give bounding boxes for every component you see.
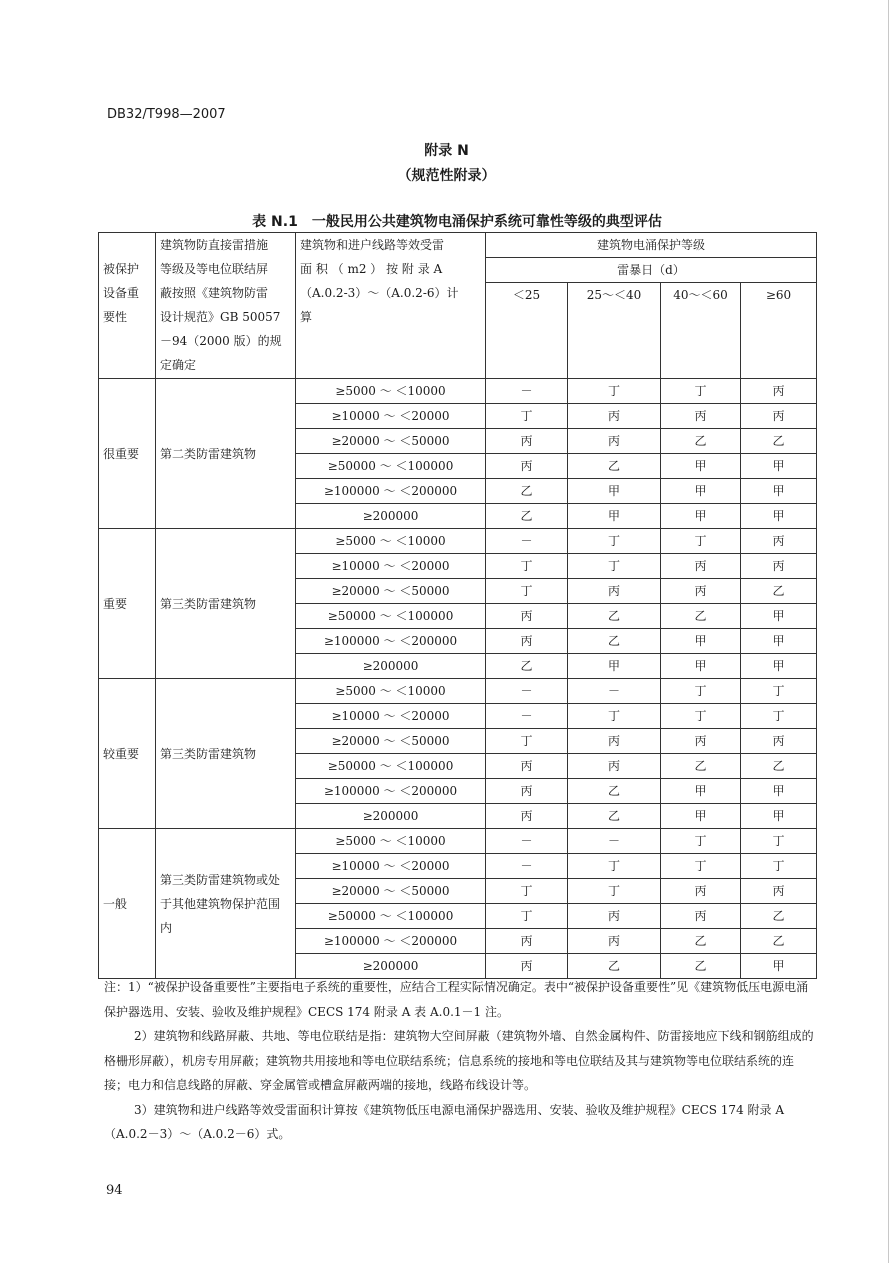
- level-cell: 甲: [741, 804, 817, 829]
- area-cell: ≥5000 ～ ＜10000: [296, 379, 486, 404]
- page-edge-line: [888, 0, 889, 1263]
- table-caption: 表 N.1 一般民用公共建筑物电涌保护系统可靠性等级的典型评估: [252, 214, 662, 230]
- evaluation-table: [98, 232, 817, 979]
- area-cell: ≥50000 ～ ＜100000: [296, 454, 486, 479]
- appendix-title: 附录 N: [424, 143, 469, 159]
- header-days-40-60: 40～＜60: [661, 283, 741, 379]
- level-cell: 甲: [741, 779, 817, 804]
- level-cell: 丁: [661, 379, 741, 404]
- level-cell: －: [486, 829, 568, 854]
- header-thunder-days: 雷暴日（d）: [486, 258, 817, 283]
- level-cell: 丙: [486, 929, 568, 954]
- level-cell: 丙: [568, 429, 661, 454]
- level-cell: －: [568, 829, 661, 854]
- level-cell: 甲: [568, 654, 661, 679]
- header-importance: 被保护 设备重 要性: [99, 233, 156, 379]
- level-cell: 乙: [741, 754, 817, 779]
- level-cell: 丁: [486, 579, 568, 604]
- level-cell: 乙: [741, 429, 817, 454]
- level-cell: 丁: [486, 904, 568, 929]
- appendix-subtitle: （规范性附录）: [397, 168, 496, 184]
- measure-cell: 第二类防雷建筑物: [156, 379, 296, 529]
- level-cell: 丙: [661, 904, 741, 929]
- measure-cell: 第三类防雷建筑物: [156, 529, 296, 679]
- level-cell: 甲: [661, 654, 741, 679]
- level-cell: 丁: [661, 704, 741, 729]
- header-protection-level: 建筑物电涌保护等级: [486, 233, 817, 258]
- level-cell: 甲: [568, 479, 661, 504]
- level-cell: 丁: [486, 554, 568, 579]
- level-cell: 丙: [661, 729, 741, 754]
- level-cell: 丁: [486, 879, 568, 904]
- level-cell: 甲: [741, 954, 817, 979]
- level-cell: 乙: [568, 954, 661, 979]
- level-cell: 丁: [661, 679, 741, 704]
- table-row: [99, 829, 817, 854]
- area-cell: ≥10000 ～ ＜20000: [296, 854, 486, 879]
- level-cell: 丁: [486, 404, 568, 429]
- level-cell: －: [486, 379, 568, 404]
- level-cell: 丁: [741, 704, 817, 729]
- level-cell: 丁: [568, 879, 661, 904]
- level-cell: 甲: [568, 504, 661, 529]
- area-cell: ≥10000 ～ ＜20000: [296, 704, 486, 729]
- level-cell: 甲: [741, 504, 817, 529]
- area-cell: ≥50000 ～ ＜100000: [296, 604, 486, 629]
- level-cell: 丙: [741, 729, 817, 754]
- level-cell: 丁: [568, 554, 661, 579]
- level-cell: 丙: [568, 929, 661, 954]
- level-cell: 乙: [486, 654, 568, 679]
- area-cell: ≥20000 ～ ＜50000: [296, 729, 486, 754]
- level-cell: 丁: [568, 379, 661, 404]
- header-measure: 建筑物防直接雷措施 等级及等电位联结屏 蔽按照《建筑物防雷 设计规范》GB 50057 －94（2000 版）的规 定确定: [156, 233, 296, 379]
- level-cell: 丁: [486, 729, 568, 754]
- level-cell: 丙: [741, 379, 817, 404]
- header-days-25-40: 25～＜40: [568, 283, 661, 379]
- level-cell: 丙: [568, 904, 661, 929]
- measure-cell: 第三类防雷建筑物或处于其他建筑物保护范围内: [156, 829, 296, 979]
- level-cell: 甲: [661, 504, 741, 529]
- level-cell: 丙: [741, 879, 817, 904]
- level-cell: 甲: [741, 654, 817, 679]
- level-cell: 乙: [741, 929, 817, 954]
- area-cell: ≥5000 ～ ＜10000: [296, 529, 486, 554]
- level-cell: 丙: [486, 804, 568, 829]
- note-1: 注：1）“被保护设备重要性”主要指电子系统的重要性，应结合工程实际情况确定。表中“被保护设备重要性”见《建筑物低压电源电涌保护器选用、安装、验收及维护规程》CECS 174 附录 A 表 A.0.1－1 注。: [104, 980, 809, 1019]
- level-cell: 丙: [568, 404, 661, 429]
- area-cell: ≥100000 ～ ＜200000: [296, 629, 486, 654]
- level-cell: －: [486, 854, 568, 879]
- area-cell: ≥50000 ～ ＜100000: [296, 754, 486, 779]
- level-cell: 丁: [741, 679, 817, 704]
- level-cell: 丙: [486, 429, 568, 454]
- level-cell: 丙: [486, 954, 568, 979]
- level-cell: 丙: [486, 779, 568, 804]
- importance-cell: 较重要: [99, 679, 156, 829]
- area-cell: ≥10000 ～ ＜20000: [296, 554, 486, 579]
- level-cell: 乙: [661, 754, 741, 779]
- level-cell: 丁: [741, 854, 817, 879]
- level-cell: 乙: [741, 904, 817, 929]
- area-cell: ≥100000 ～ ＜200000: [296, 779, 486, 804]
- level-cell: 乙: [486, 479, 568, 504]
- level-cell: －: [486, 679, 568, 704]
- level-cell: 丙: [486, 754, 568, 779]
- level-cell: 丙: [741, 404, 817, 429]
- level-cell: 甲: [661, 454, 741, 479]
- level-cell: 丁: [661, 854, 741, 879]
- level-cell: 甲: [661, 779, 741, 804]
- measure-cell: 第三类防雷建筑物: [156, 679, 296, 829]
- level-cell: 丁: [568, 854, 661, 879]
- level-cell: －: [568, 679, 661, 704]
- level-cell: 甲: [661, 479, 741, 504]
- level-cell: 丙: [661, 404, 741, 429]
- importance-cell: 重要: [99, 529, 156, 679]
- area-cell: ≥20000 ～ ＜50000: [296, 579, 486, 604]
- level-cell: 丙: [661, 554, 741, 579]
- level-cell: 乙: [661, 929, 741, 954]
- level-cell: 丁: [661, 829, 741, 854]
- level-cell: 丙: [486, 629, 568, 654]
- header-area: 建筑物和进户线路等效受雷 面 积 （ m2 ） 按 附 录 A （A.0.2-3）～（A.0.2-6）计 算: [296, 233, 486, 379]
- area-cell: ≥200000: [296, 954, 486, 979]
- level-cell: 丙: [741, 554, 817, 579]
- area-cell: ≥100000 ～ ＜200000: [296, 929, 486, 954]
- page-number: 94: [106, 1183, 123, 1198]
- level-cell: 丁: [568, 704, 661, 729]
- level-cell: 乙: [661, 954, 741, 979]
- level-cell: 乙: [568, 804, 661, 829]
- area-cell: ≥50000 ～ ＜100000: [296, 904, 486, 929]
- level-cell: 乙: [568, 779, 661, 804]
- area-cell: ≥200000: [296, 654, 486, 679]
- level-cell: 丁: [741, 829, 817, 854]
- area-cell: ≥20000 ～ ＜50000: [296, 879, 486, 904]
- level-cell: 丙: [568, 579, 661, 604]
- document-code: DB32/T998—2007: [107, 107, 226, 122]
- level-cell: 丙: [486, 604, 568, 629]
- table-row: [99, 379, 817, 404]
- level-cell: 甲: [661, 629, 741, 654]
- level-cell: 乙: [661, 604, 741, 629]
- table-row: [99, 679, 817, 704]
- level-cell: 丙: [568, 754, 661, 779]
- area-cell: ≥10000 ～ ＜20000: [296, 404, 486, 429]
- area-cell: ≥5000 ～ ＜10000: [296, 829, 486, 854]
- level-cell: 乙: [568, 454, 661, 479]
- level-cell: 乙: [568, 629, 661, 654]
- area-cell: ≥200000: [296, 504, 486, 529]
- level-cell: 丙: [661, 579, 741, 604]
- level-cell: 丁: [661, 529, 741, 554]
- note-2: 2）建筑物和线路屏蔽、共地、等电位联结是指：建筑物大空间屏蔽（建筑物外墙、自然金属构件、防雷接地应下线和钢筋组成的格栅形屏蔽），机房专用屏蔽；建筑物共用接地和等电位联结系统；信息系统的接地和等电位联结及其与建筑物等电位联结系统的连接；电力和信息线路的屏蔽、穿金属管或槽盒屏蔽两端的接地，线路布线设计等。: [104, 1029, 814, 1092]
- level-cell: 甲: [741, 604, 817, 629]
- area-cell: ≥20000 ～ ＜50000: [296, 429, 486, 454]
- level-cell: 甲: [741, 454, 817, 479]
- level-cell: 乙: [741, 579, 817, 604]
- level-cell: 甲: [741, 479, 817, 504]
- level-cell: －: [486, 529, 568, 554]
- level-cell: 丙: [486, 454, 568, 479]
- area-cell: ≥5000 ～ ＜10000: [296, 679, 486, 704]
- level-cell: 丙: [741, 529, 817, 554]
- level-cell: 乙: [568, 604, 661, 629]
- table-notes: [104, 975, 816, 1147]
- area-cell: ≥200000: [296, 804, 486, 829]
- level-cell: 甲: [661, 804, 741, 829]
- level-cell: 丁: [568, 529, 661, 554]
- header-days-lt25: ＜25: [486, 283, 568, 379]
- table-row: [99, 529, 817, 554]
- level-cell: 乙: [486, 504, 568, 529]
- importance-cell: 一般: [99, 829, 156, 979]
- level-cell: －: [486, 704, 568, 729]
- level-cell: 丙: [661, 879, 741, 904]
- area-cell: ≥100000 ～ ＜200000: [296, 479, 486, 504]
- level-cell: 乙: [661, 429, 741, 454]
- importance-cell: 很重要: [99, 379, 156, 529]
- note-3: 3）建筑物和进户线路等效受雷面积计算按《建筑物低压电源电涌保护器选用、安装、验收及维护规程》CECS 174 附录 A（A.0.2－3）～（A.0.2－6）式。: [104, 1102, 784, 1141]
- level-cell: 甲: [741, 629, 817, 654]
- level-cell: 丙: [568, 729, 661, 754]
- header-days-ge60: ≥60: [741, 283, 817, 379]
